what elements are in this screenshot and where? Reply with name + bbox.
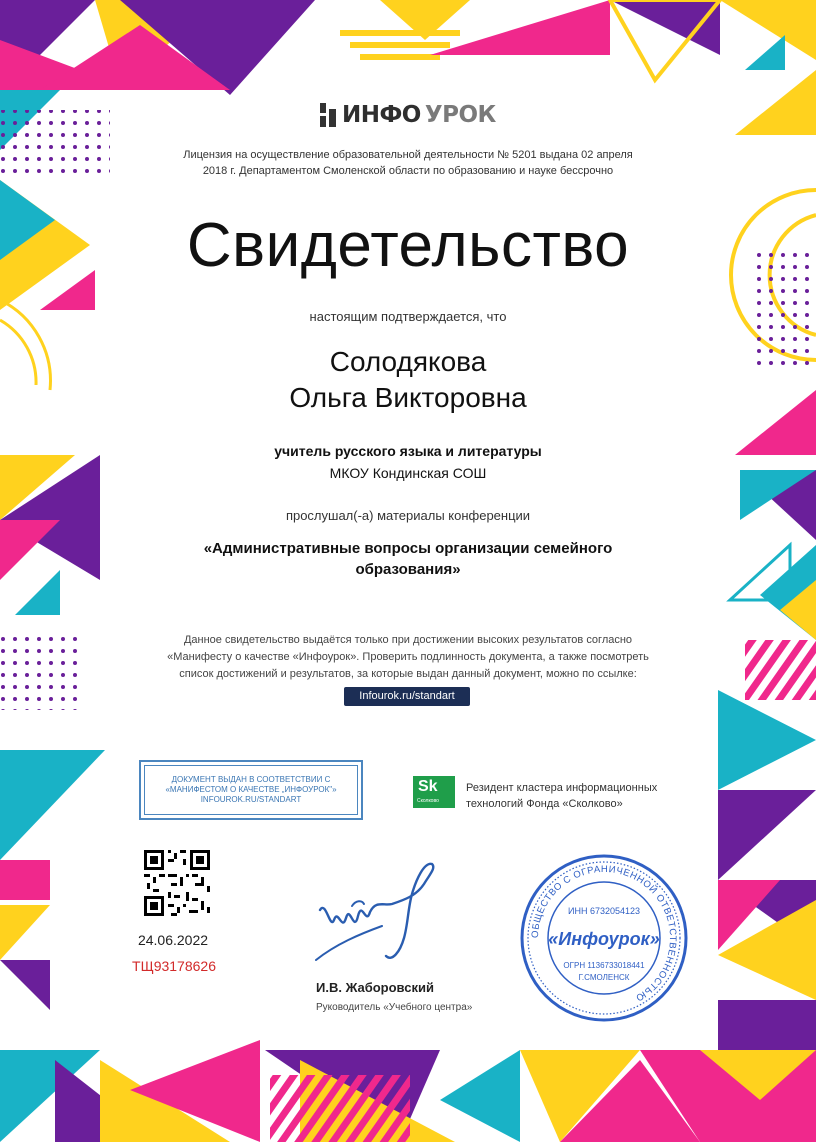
recipient-position: учитель русского языка и литературы [274,443,542,459]
seal-city: Г.СМОЛЕНСК [578,973,630,982]
manifest-stamp [139,760,363,820]
note-line-3: список достижений и результатов, за которые выдан данный документ, можно по ссылке: [179,668,637,680]
verification-note [118,632,698,683]
recipient-name [0,344,816,416]
logo-text-part1: ИНФО [342,102,421,128]
signer-name: И.В. Жаборовский [316,980,434,995]
recipient-details [0,440,816,484]
license-line-2: 2018 г. Департаментом Смоленской области по образованию и науке бессрочно [202,165,614,177]
issue-date: 24.06.2022 [137,932,209,948]
confirms-text: настоящим подтверждается, что [309,309,507,324]
event-title-line-2: образования» [355,561,461,578]
infourok-logo [320,102,496,128]
qr-code[interactable] [144,850,210,916]
skolkovo-line-2: технологий Фонда «Сколково» [466,798,623,810]
seal-center-text: «Инфоурок» [548,929,660,949]
skolkovo-logo-small: Сколково [417,798,439,804]
listened-text: прослушал(-а) материалы конференции [285,508,531,523]
signature-image [312,860,442,970]
seal-inn: ИНН 6732054123 [567,906,641,916]
manifest-line-1: ДОКУМЕНТ ВЫДАН В СООТВЕТСТВИИ С [171,775,331,784]
license-text [0,147,816,179]
event-title-line-1: «Административные вопросы организации семейного [203,540,613,557]
signer-role: Руководитель «Учебного центра» [316,1002,473,1013]
company-seal [518,852,690,1024]
note-line-1: Данное свидетельство выдаётся только при достижении высоких результатов согласно [183,634,633,646]
manifest-line-2: «МАНИФЕСТОМ О КАЧЕСТВЕ „ИНФОУРОК"» [165,785,337,794]
note-line-2: «Манифесту о качестве «Инфоурок». Проверить подлинность документа, а также посмотреть [167,651,649,663]
logo-text-part2: УРОК [424,102,496,128]
recipient-school: МКОУ Кондинская СОШ [329,465,487,481]
skolkovo-logo-text: Sk [418,778,438,795]
manifest-stamp-inner [144,765,358,815]
seal-ring-text: ОБЩЕСТВО С ОГРАНИЧЕННОЙ ОТВЕТСТВЕННОСТЬЮ [529,863,679,1004]
skolkovo-resident-text [466,780,657,812]
skolkovo-line-1: Резидент кластера информационных [466,782,658,794]
license-line-1: Лицензия на осуществление образовательной деятельности № 5201 выдана 02 апреля [183,149,633,161]
skolkovo-logo [413,776,455,808]
recipient-given-names: Ольга Викторовна [289,382,527,413]
manifest-line-3: INFOUROK.RU/STANDART [200,795,302,804]
verification-link[interactable]: Infourok.ru/standart [344,687,470,706]
event-title [150,538,666,580]
seal-ogrn: ОГРН 1136733018441 [563,961,645,970]
recipient-surname: Солодякова [329,346,487,377]
logo-mark-icon [320,103,338,127]
certificate-code: ТЩ93178626 [132,958,216,974]
certificate-title: Свидетельство [186,211,630,280]
